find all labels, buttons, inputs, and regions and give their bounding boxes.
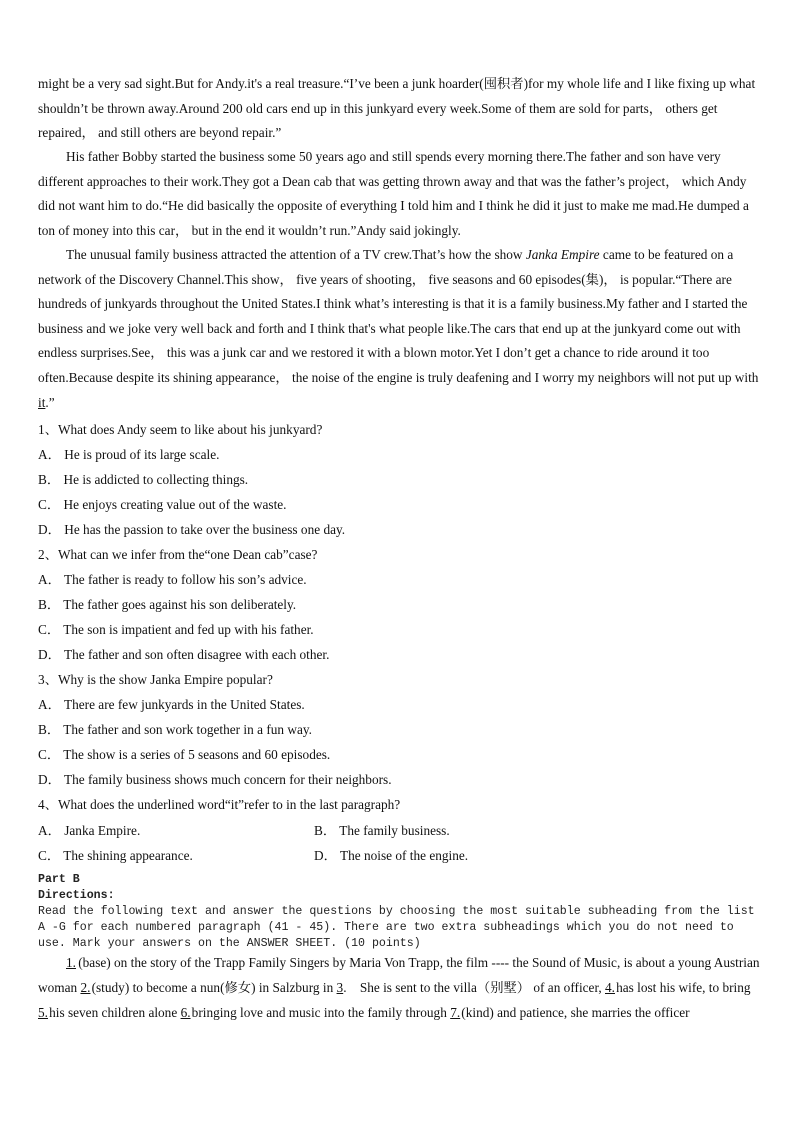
- passage-paragraph-1-text: might be a very sad sight.But for Andy.it's a real treasure.“I’ve been a junk hoarder(囤积者)for my whole life and I like fixing up what shouldn’t be thrown away.Around 200 old cars end up in this junkyard every week.Some of them are sold for parts， others get repaired， and still others are beyond repair.”: [38, 76, 756, 141]
- cloze-text-2: (study) to become a nun(修女) in Salzburg in: [91, 980, 337, 995]
- question-3-stem: 3、Why is the show Janka Empire popular?: [38, 672, 273, 687]
- directions-text: Read the following text and answer the questions by choosing the most suitable subheading from the list A -G for each numbered paragraph (41 - 45). There are two extra subheadings which you do not need to use. Mark your answers on the ANSWER SHEET. (10 points): [38, 905, 755, 950]
- cloze-text-5: his seven children alone: [49, 1005, 181, 1020]
- question-4-stem: 4、What does the underlined word“it”refer to in the last paragraph?: [38, 797, 401, 812]
- question-3-option-a: A． There are few junkyards in the United States.: [38, 697, 305, 712]
- cloze-text-4: has lost his wife, to bring: [616, 980, 751, 995]
- blank-5: 5.: [38, 1005, 48, 1020]
- question-2-stem: 2、What can we infer from the“one Dean cab”case?: [38, 547, 318, 562]
- question-2-option-d: D． The father and son often disagree with each other.: [38, 647, 330, 662]
- passage-paragraph-3-text-a: The unusual family business attracted the attention of a TV crew.That’s how the show: [66, 247, 526, 262]
- blank-2: 2.: [80, 980, 91, 995]
- show-title: Janka Empire: [525, 247, 600, 262]
- question-3-option-b: B． The father and son work together in a fun way.: [38, 722, 312, 737]
- part-b-title: Part B: [38, 873, 80, 886]
- passage-paragraph-2: [38, 145, 760, 243]
- passage-paragraph-2-text: His father Bobby started the business some 50 years ago and still spends every morning there.The father and son have very different approaches to their work.They got a Dean cab that was getting thrown away and that was the father’s project， which Andy did not want him to do.“He did basically the opposite of everything I told him and I think he did it just to make me mad.He dumped a ton of money into this car， but in the end it wouldn’t run.”Andy said jokingly.: [38, 149, 749, 238]
- question-4-option-c: C． The shining appearance.: [38, 848, 193, 863]
- blank-7: 7.: [450, 1005, 461, 1020]
- question-2-option-b: B． The father goes against his son deliberately.: [38, 597, 297, 612]
- question-4-option-b: B． The family business.: [314, 823, 450, 838]
- cloze-text-1: (base) on the story of the Trapp Family Singers by Maria Von Trapp, the film ---- the Sound of Music, is about a young Austrian woman: [38, 955, 760, 995]
- question-1-stem: 1、What does Andy seem to like about his junkyard?: [38, 422, 323, 437]
- cloze-paragraph: [38, 950, 760, 1025]
- cloze-text-7: (kind) and patience, she marries the officer: [461, 1005, 690, 1020]
- underlined-word: it: [38, 394, 46, 410]
- question-1-option-d: D． He has the passion to take over the business one day.: [38, 522, 346, 537]
- question-1-option-b: B． He is addicted to collecting things.: [38, 472, 249, 487]
- cloze-text-3: . She is sent to the villa（别墅） of an officer,: [343, 980, 605, 995]
- blank-6: 6.: [180, 1005, 191, 1020]
- passage-paragraph-3-text-c: .”: [45, 394, 55, 410]
- passage-paragraph-3-text-b: came to be featured on a network of the Discovery Channel.This show， five years of shooting， five seasons and 60 episodes(集)， is popular.“There are hundreds of junkyards throughout the United States.I think what’s interesting is that it is a family business.My father and I started the business and we joke very well back and forth and I think that's what people like.The cars that end up at the junkyard come out with endless surprises.See， this was a junk car and we restored it with a blown motor.Yet I don’t get a chance to ride around it too often.Because despite its shining appearance， the noise of the engine is truly deafening and I worry my neighbors will not put up with: [38, 247, 759, 385]
- blank-4: 4.: [605, 980, 615, 995]
- blank-3: 3: [336, 980, 344, 995]
- question-2-option-a: A． The father is ready to follow his son’s advice.: [38, 572, 307, 587]
- passage-paragraph-3: [38, 243, 760, 415]
- question-3-option-d: D． The family business shows much concern for their neighbors.: [38, 772, 392, 787]
- blank-1: 1.: [66, 955, 76, 970]
- question-2-option-c: C． The son is impatient and fed up with his father.: [38, 622, 314, 637]
- cloze-text-6: bringing love and music into the family through: [191, 1005, 451, 1020]
- question-4-option-a: A． Janka Empire.: [38, 823, 141, 838]
- directions-label: Directions:: [38, 889, 115, 902]
- question-1-option-a: A． He is proud of its large scale.: [38, 447, 220, 462]
- passage-paragraph-1: [38, 72, 760, 146]
- question-4-option-d: D． The noise of the engine.: [314, 848, 469, 863]
- question-1-option-c: C． He enjoys creating value out of the waste.: [38, 497, 287, 512]
- question-3-option-c: C． The show is a series of 5 seasons and 60 episodes.: [38, 747, 331, 762]
